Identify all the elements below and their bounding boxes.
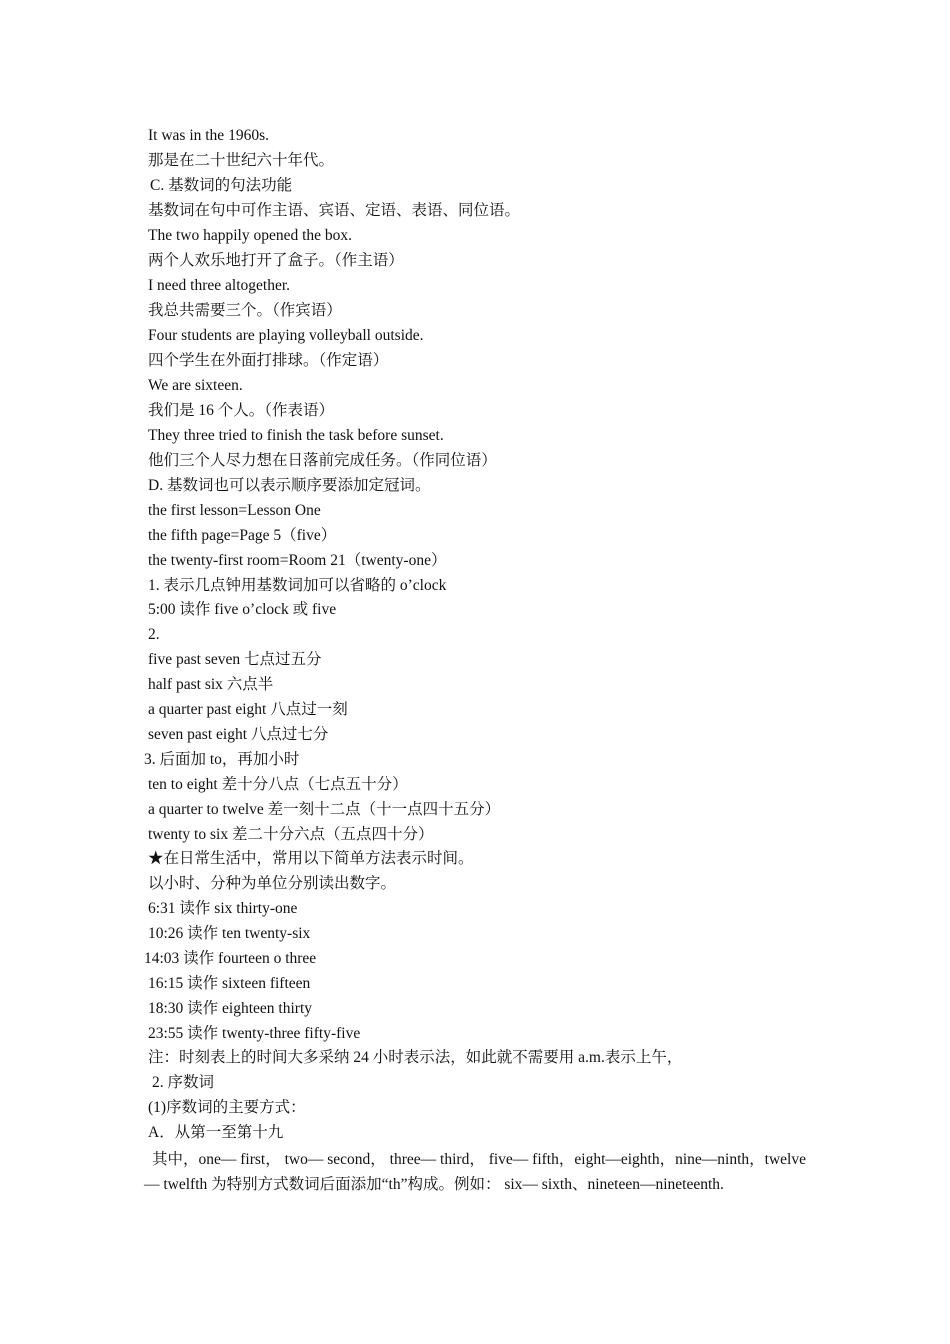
text-line: 5:00 读作 five o’clock 或 five: [148, 601, 337, 618]
text-line: A．从第一至第十九: [148, 1124, 284, 1141]
text-line: It was in the 1960s.: [148, 127, 269, 144]
text-line: I need three altogether.: [148, 277, 291, 294]
text-line: 他们三个人尽力想在日落前完成任务。（作同位语）: [148, 452, 497, 469]
text-line: They three tried to finish the task before sunset.: [148, 427, 444, 444]
text-line: We are sixteen.: [148, 377, 243, 394]
text-line: 以小时、分种为单位分别读出数字。: [148, 875, 397, 892]
text-line: 1. 表示几点钟用基数词加可以省略的 o’clock: [148, 577, 447, 594]
text-line: 我总共需要三个。（作宾语）: [148, 302, 342, 319]
text-line: the fifth page=Page 5（five）: [148, 527, 337, 544]
ordinal-paragraph: 其中，one— first， two— second， three— third， five— fifth，eight—eighth，nine—ninth，twelve— twelfth 为特别方式数词后面添加“th”构成。例如： six— sixth、nineteen—nineteenth.: [144, 1151, 806, 1193]
text-line: 16:15 读作 sixteen fifteen: [148, 975, 311, 992]
text-line: ★在日常生活中，常用以下简单方法表示时间。: [148, 850, 474, 867]
text-line: (1)序数词的主要方式：: [148, 1099, 306, 1116]
text-line: 那是在二十世纪六十年代。: [148, 152, 335, 169]
text-line: 我们是 16 个人。（作表语）: [148, 402, 335, 419]
text-line: ten to eight 差十分八点（七点五十分）: [148, 776, 408, 793]
text-line: 两个人欢乐地打开了盒子。（作主语）: [148, 252, 404, 269]
section-heading-ordinal: 2. 序数词: [152, 1074, 215, 1091]
text-line: 14:03 读作 fourteen o three: [144, 950, 317, 967]
text-line: the first lesson=Lesson One: [148, 502, 321, 519]
text-line: five past seven 七点过五分: [148, 651, 322, 668]
text-line: 18:30 读作 eighteen thirty: [148, 1000, 313, 1017]
text-line: The two happily opened the box.: [148, 227, 353, 244]
text-line: a quarter past eight 八点过一刻: [148, 701, 348, 718]
text-line: 3. 后面加 to，再加小时: [144, 751, 300, 768]
text-line: twenty to six 差二十分六点（五点四十分）: [148, 826, 434, 843]
section-heading-d: D. 基数词也可以表示顺序要添加定冠词。: [148, 477, 431, 494]
section-heading-c: C. 基数词的句法功能: [150, 177, 293, 194]
list-number: 2.: [148, 626, 160, 643]
text-line: seven past eight 八点过七分: [148, 726, 329, 743]
text-line: 6:31 读作 six thirty-one: [148, 900, 298, 917]
text-line: the twenty-first room=Room 21（twenty-one）: [148, 552, 447, 569]
text-line: 基数词在句中可作主语、宾语、定语、表语、同位语。: [148, 202, 521, 219]
text-line: a quarter to twelve 差一刻十二点（十一点四十五分）: [148, 801, 501, 818]
text-line: 10:26 读作 ten twenty-six: [148, 925, 311, 942]
text-line: 四个学生在外面打排球。（作定语）: [148, 352, 389, 369]
text-line: half past six 六点半: [148, 676, 274, 693]
note-line: 注：时刻表上的时间大多采纳 24 小时表示法，如此就不需要用 a.m.表示上午，: [148, 1049, 683, 1066]
text-line: Four students are playing volleyball outside.: [148, 327, 424, 344]
text-line: 23:55 读作 twenty-three fifty-five: [148, 1025, 361, 1042]
